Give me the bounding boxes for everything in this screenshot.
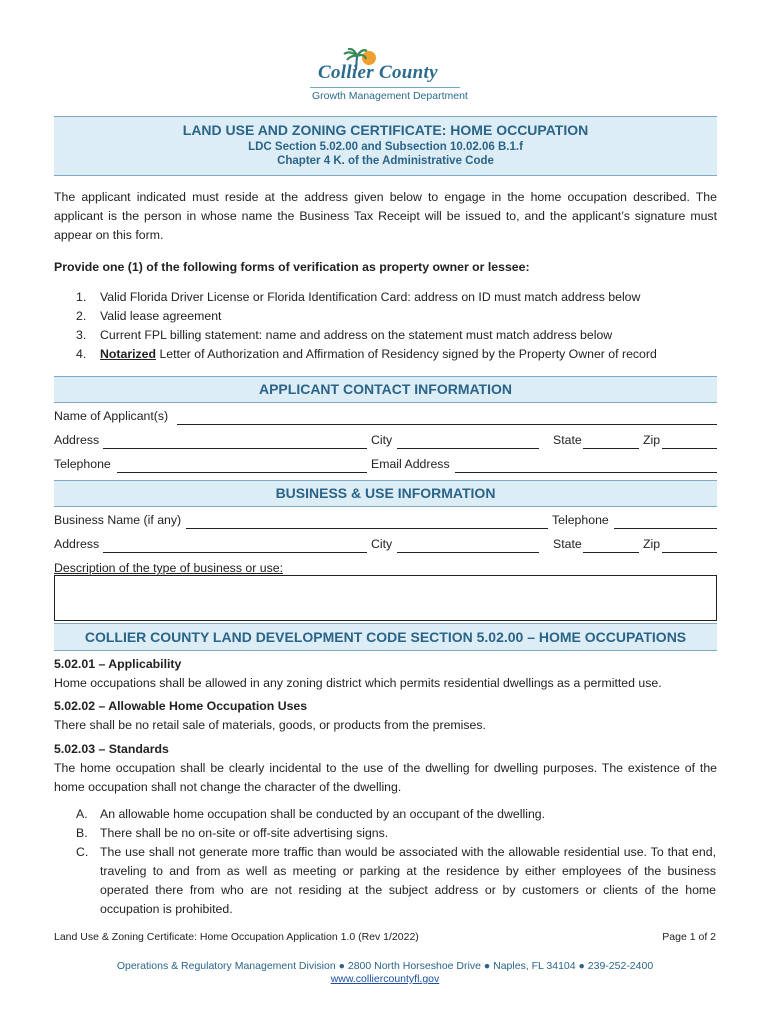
business-state-field[interactable]: [583, 552, 639, 553]
list-item: 1. Valid Florida Driver License or Florida Identification Card: address on ID must match address below: [76, 290, 641, 304]
allowable-uses-text: There shall be no retail sale of materials, goods, or products from the premises.: [54, 718, 486, 732]
applicant-heading: APPLICANT CONTACT INFORMATION: [258, 381, 512, 397]
applicant-name-label: Name of Applicant(s): [54, 409, 169, 423]
standards-text: The home occupation shall be clearly incidental to the use of the dwelling for dwelling purposes. The existence of the home occupation shall not change the character of the dwelling.: [54, 761, 717, 794]
list-item: 3. Current FPL billing statement: name and address on the statement must match address below: [76, 328, 613, 342]
form-name-footer: Land Use & Zoning Certificate: Home Occupation Application 1.0 (Rev 1/2022): [54, 931, 419, 943]
applicant-address-field[interactable]: [103, 448, 367, 449]
business-description-field[interactable]: [54, 575, 717, 621]
business-telephone-label: Telephone: [552, 513, 609, 527]
applicant-telephone-label: Telephone: [54, 457, 111, 471]
list-item: B. There shall be no on-site or off-site advertising signs.: [76, 826, 389, 840]
business-telephone-field[interactable]: [614, 528, 717, 529]
header-line1: LDC Section 5.02.00 and Subsection 10.02.06 B.1.f: [248, 141, 523, 153]
list-item: 4. Notarized Letter of Authorization and Affirmation of Residency signed by the Property Owner of record: [76, 347, 657, 361]
verification-list: [76, 288, 716, 364]
business-address-label: Address: [54, 537, 100, 551]
verification-heading: Provide one (1) of the following forms of verification as property owner or lessee:: [54, 260, 530, 274]
ldc-section-band: [54, 623, 717, 651]
applicant-zip-field[interactable]: [662, 448, 717, 449]
website-link[interactable]: www.colliercountyfl.gov: [330, 973, 440, 985]
collier-county-logo: [300, 48, 470, 110]
standards-heading: 5.02.03 – Standards: [54, 742, 169, 756]
contact-line: Operations & Regulatory Management Division ● 2800 North Horseshoe Drive ● Naples, FL 34104 ● 239-252-2400: [116, 960, 654, 972]
applicant-state-field[interactable]: [583, 448, 639, 449]
logo-name: Collier County: [318, 62, 438, 83]
applicant-telephone-field[interactable]: [117, 472, 367, 473]
applicability-heading: 5.02.01 – Applicability: [54, 657, 182, 671]
business-city-field[interactable]: [397, 552, 539, 553]
allowable-uses-heading: 5.02.02 – Allowable Home Occupation Uses: [54, 699, 308, 713]
business-description-label: Description of the type of business or use:: [54, 561, 283, 575]
applicant-email-label: Email Address: [371, 457, 450, 471]
list-item: C. The use shall not generate more traffic than would be associated with the allowable residential use. To that end, traveling to and from as well as meeting or parking at the residence by either employees of the business operated there from who are not residing at the subject address or by customers or clients of the home occupation is prohibited.: [76, 845, 716, 916]
form-title: LAND USE AND ZONING CERTIFICATE: HOME OCCUPATION: [182, 122, 589, 138]
ldc-heading: COLLIER COUNTY LAND DEVELOPMENT CODE SECTION 5.02.00 – HOME OCCUPATIONS: [84, 629, 687, 645]
business-section-band: [54, 480, 717, 507]
header-line2: Chapter 4 K. of the Administrative Code: [277, 155, 494, 167]
applicant-address-label: Address: [54, 433, 100, 447]
header-band: [54, 116, 717, 176]
business-heading: BUSINESS & USE INFORMATION: [275, 485, 496, 501]
business-address-field[interactable]: [103, 552, 367, 553]
applicant-city-label: City: [371, 433, 393, 447]
intro-paragraph: The applicant indicated must reside at the address given below to engage in the home occupation described. The applicant is the person in whose name the Business Tax Receipt will be issued to, and the applicant’s signature must appear on this form.: [54, 190, 717, 242]
applicant-name-field[interactable]: [177, 424, 717, 425]
applicant-state-label: State: [553, 433, 582, 447]
logo-department: Growth Management Department: [312, 90, 468, 102]
applicant-email-field[interactable]: [455, 472, 717, 473]
business-zip-label: Zip: [643, 537, 661, 551]
list-item: 2. Valid lease agreement: [76, 309, 222, 323]
business-name-label: Business Name (if any): [54, 513, 182, 527]
applicant-section-band: [54, 376, 717, 403]
applicant-zip-label: Zip: [643, 433, 661, 447]
applicability-text: Home occupations shall be allowed in any zoning district which permits residential dwellings as a permitted use.: [54, 676, 662, 690]
business-zip-field[interactable]: [662, 552, 717, 553]
business-city-label: City: [371, 537, 393, 551]
business-name-field[interactable]: [186, 528, 548, 529]
page-number: Page 1 of 2: [662, 931, 716, 943]
business-state-label: State: [553, 537, 582, 551]
logo-divider: [310, 87, 460, 88]
list-item: A. An allowable home occupation shall be conducted by an occupant of the dwelling.: [76, 807, 546, 821]
standards-list: [76, 805, 716, 919]
applicant-city-field[interactable]: [397, 448, 539, 449]
